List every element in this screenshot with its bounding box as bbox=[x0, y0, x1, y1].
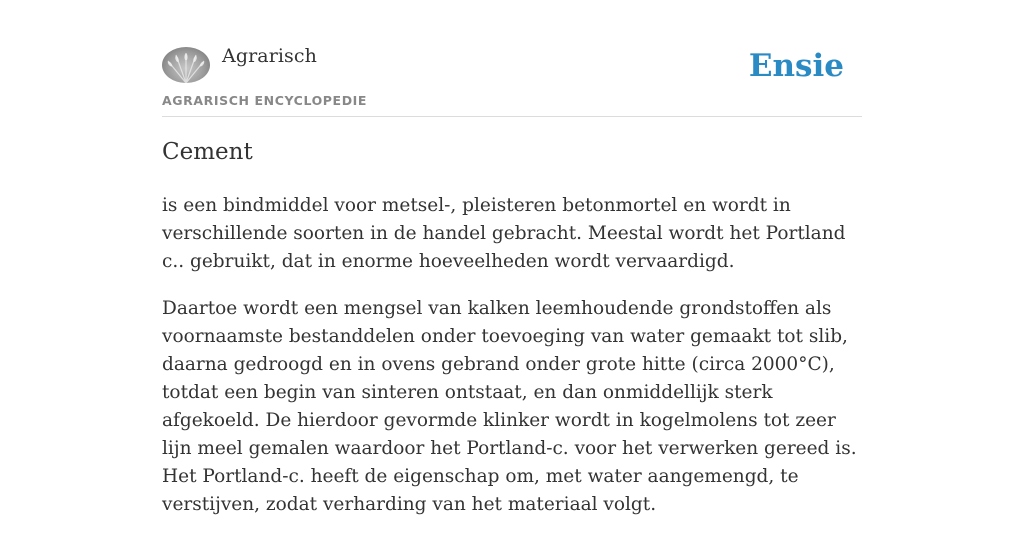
wheat-image-icon[interactable] bbox=[162, 47, 210, 83]
article-paragraph: Daartoe wordt een mengsel van kalken leemhoudende grondstoffen als voornaamste bestanddelen onder toevoeging van water gemaakt tot slib, daarna gedroogd en in ovens gebrand onder grote hitte (circa 2000°C), totdat een begin van sinteren ontstaat, en dan onmiddellijk sterk afgekoeld. De hierdoor gevormde klinker wordt in kogelmolens tot zeer lijn meel gemalen waardoor het Portland-c. voor het verwerken gereed is. Het Portland-c. heeft de eigenschap om, met water aangemengd, te verstijven, zodat verharding van het materiaal volgt. bbox=[162, 298, 857, 515]
article-title: Cement bbox=[162, 139, 253, 165]
publication-name[interactable]: Agrarisch bbox=[222, 45, 317, 67]
page bbox=[162, 0, 862, 515]
publication-subtitle: AGRARISCH ENCYCLOPEDIE bbox=[162, 93, 368, 108]
article-paragraph: is een bindmiddel voor metsel-, pleisteren betonmortel en wordt in verschillende soorten in de handel gebracht. Meestal wordt het Portland c.. gebruikt, dat in enorme hoeveelheden wordt vervaardigd. bbox=[162, 195, 846, 272]
article-body bbox=[162, 192, 862, 538]
brand-logo-link[interactable]: Ensie bbox=[748, 48, 844, 84]
header bbox=[162, 0, 862, 117]
